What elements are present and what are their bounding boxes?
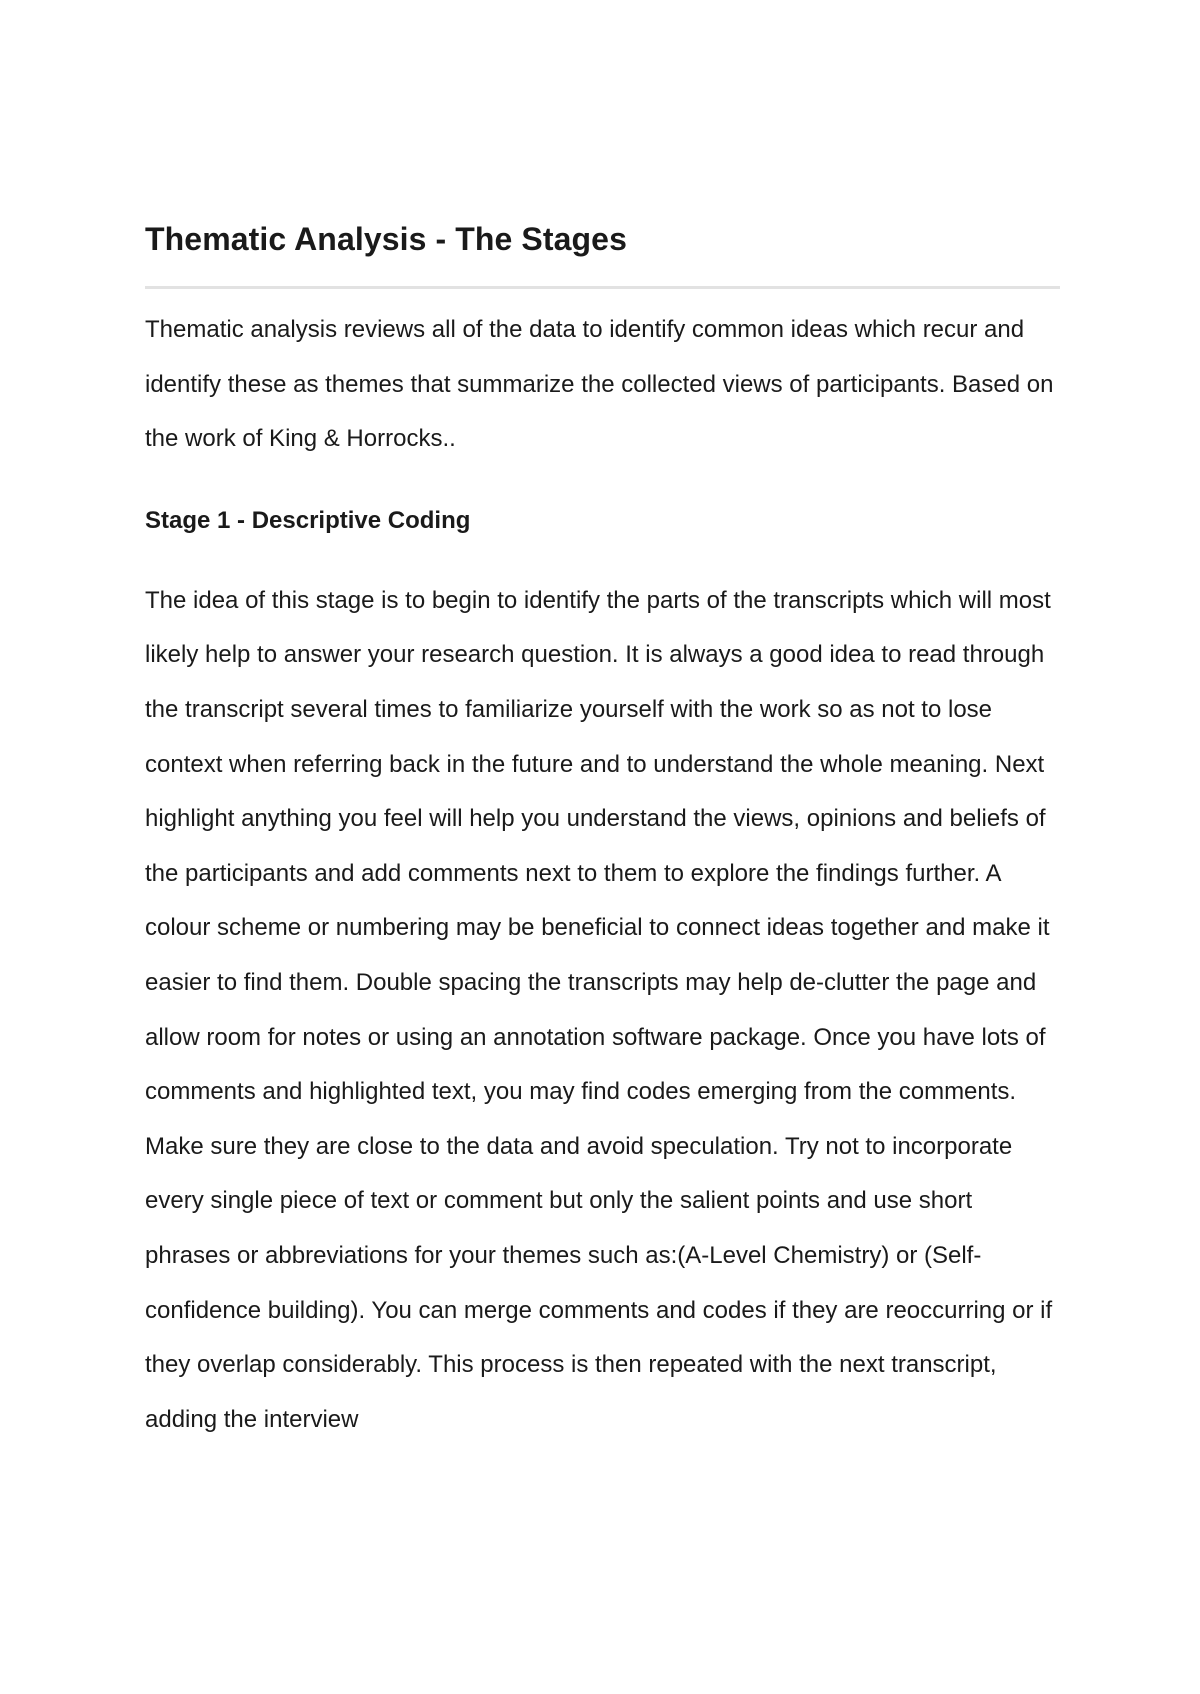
document-content <box>145 218 1060 1447</box>
section-body-stage-1: The idea of this stage is to begin to identify the parts of the transcripts which will most likely help to answer your research question. It is always a good idea to read through the transcript several times to familiarize yourself with the work so as not to lose context when referring back in the future and to understand the whole meaning. Next highlight anything you feel will help you understand the views, opinions and beliefs of the participants and add comments next to them to explore the findings further. A colour scheme or numbering may be beneficial to connect ideas together and make it easier to find them. Double spacing the transcripts may help de-clutter the page and allow room for notes or using an annotation software package. Once you have lots of comments and highlighted text, you may find codes emerging from the comments. Make sure they are close to the data and avoid speculation. Try not to incorporate every single piece of text or comment but only the salient points and use short phrases or abbreviations for your themes such as:(A-Level Chemistry) or (Self-confidence building). You can merge comments and codes if they are reoccurring or if they overlap considerably. This process is then repeated with the next transcript, adding the interview <box>145 586 1053 1433</box>
page-title: Thematic Analysis - The Stages <box>145 221 627 257</box>
title-divider <box>145 286 1060 289</box>
intro-paragraph: Thematic analysis reviews all of the data to identify common ideas which recur and identify these as themes that summarize the collected views of participants. Based on the work of King & Horrocks.. <box>145 316 1054 453</box>
section-heading-stage-1: Stage 1 - Descriptive Coding <box>145 506 471 534</box>
